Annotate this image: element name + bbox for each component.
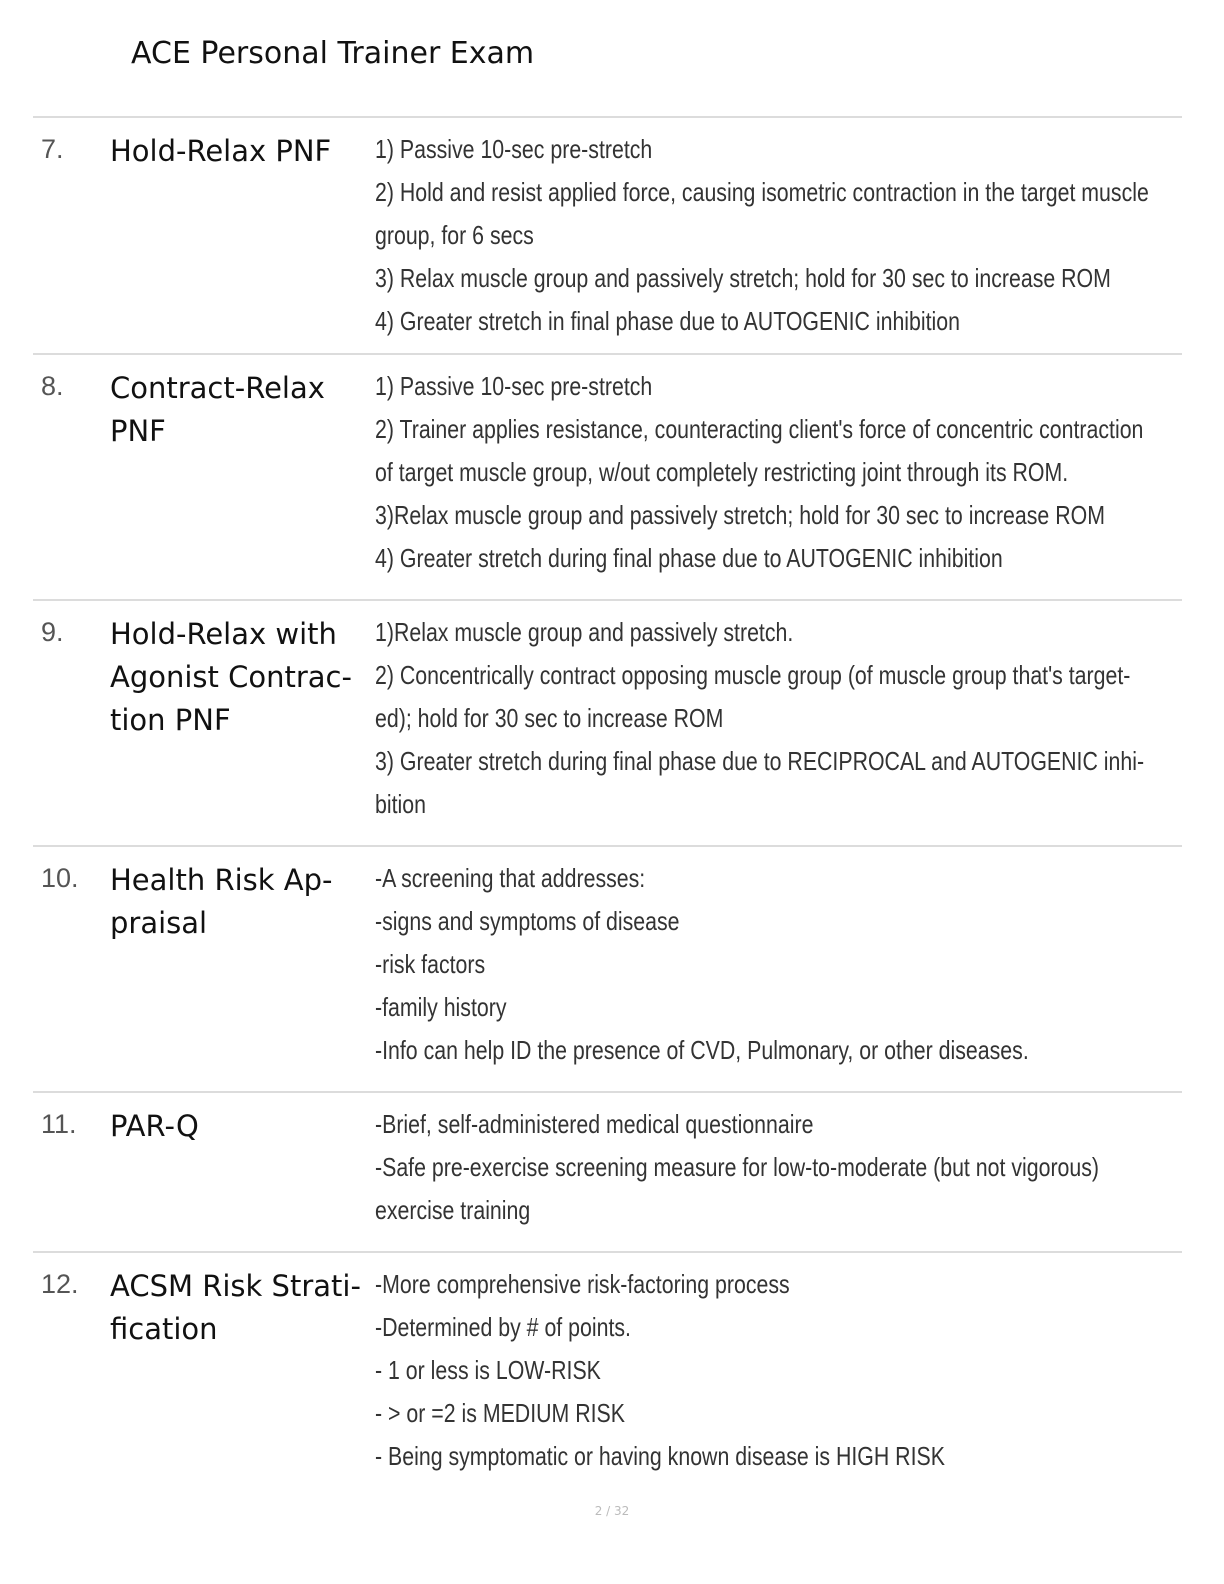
definition-line: -signs and symptoms of disease [375, 906, 680, 936]
definition-line: -family history [375, 992, 507, 1022]
card-number: 7. [41, 134, 64, 164]
definition-line: -More comprehensive risk-factoring process [375, 1269, 790, 1299]
card-definition [375, 365, 1144, 580]
definition-line: bition [375, 789, 426, 819]
flashcard-list [33, 116, 1182, 1499]
definition-line: ed); hold for 30 sec to increase ROM [375, 703, 724, 733]
flashcard-row [33, 355, 1182, 601]
card-number: 9. [41, 617, 64, 647]
definition-line: -Info can help ID the presence of CVD, Pulmonary, or other diseases. [375, 1035, 1029, 1065]
card-definition [375, 1263, 1031, 1478]
card-term: PAR-Q [110, 1109, 199, 1143]
card-term: ACSM Risk Strati- fication [110, 1269, 361, 1346]
definition-line: -Determined by # of points. [375, 1312, 631, 1342]
page-indicator: 2 / 32 [594, 1504, 630, 1518]
definition-line: 2) Hold and resist applied force, causing isometric contraction in the target muscle [375, 177, 1149, 207]
definition-line: 4) Greater stretch in final phase due to AUTOGENIC inhibition [375, 306, 961, 336]
flashcard-row [33, 1253, 1182, 1499]
card-definition [375, 857, 1031, 1072]
flashcard-row [33, 1093, 1182, 1253]
card-definition [375, 611, 1145, 826]
flashcard-row [33, 601, 1182, 847]
definition-line: group, for 6 secs [375, 220, 534, 250]
definition-line: - 1 or less is LOW-RISK [375, 1355, 601, 1385]
definition-line: 2) Concentrically contract opposing muscle group (of muscle group that's target- [375, 660, 1131, 690]
definition-line: exercise training [375, 1195, 531, 1225]
definition-line: -Brief, self-administered medical questionnaire [375, 1109, 814, 1139]
flashcard-row [33, 118, 1182, 355]
definition-line: 1) Passive 10-sec pre-stretch [375, 134, 653, 164]
card-definition [375, 1103, 1100, 1232]
definition-line: 3)Relax muscle group and passively stretch; hold for 30 sec to increase ROM [375, 500, 1105, 530]
definition-line: 1) Passive 10-sec pre-stretch [375, 371, 653, 401]
card-term: Hold-Relax with Agonist Contrac- tion PNF [110, 617, 352, 737]
definition-line: -risk factors [375, 949, 486, 979]
definition-line: of target muscle group, w/out completely restricting joint through its ROM. [375, 457, 1069, 487]
definition-line: 1)Relax muscle group and passively stretch. [375, 617, 794, 647]
definition-line: 4) Greater stretch during final phase due to AUTOGENIC inhibition [375, 543, 1003, 573]
definition-line: -A screening that addresses: [375, 863, 646, 893]
definition-line: 2) Trainer applies resistance, counteracting client's force of concentric contraction [375, 414, 1144, 444]
page-title: ACE Personal Trainer Exam [131, 36, 535, 71]
definition-line: - > or =2 is MEDIUM RISK [375, 1398, 625, 1428]
definition-line: 3) Greater stretch during final phase due to RECIPROCAL and AUTOGENIC inhi- [375, 746, 1145, 776]
card-term: Health Risk Ap- praisal [110, 863, 333, 940]
card-term: Contract-Relax PNF [110, 371, 325, 448]
card-number: 11. [41, 1109, 77, 1139]
card-definition [375, 128, 1149, 343]
card-number: 12. [41, 1269, 79, 1299]
card-number: 8. [41, 371, 64, 401]
flashcard-row [33, 847, 1182, 1093]
definition-line: 3) Relax muscle group and passively stretch; hold for 30 sec to increase ROM [375, 263, 1111, 293]
definition-line: - Being symptomatic or having known disease is HIGH RISK [375, 1441, 945, 1471]
card-term: Hold-Relax PNF [110, 134, 332, 168]
card-number: 10. [41, 863, 79, 893]
definition-line: -Safe pre-exercise screening measure for low-to-moderate (but not vigorous) [375, 1152, 1100, 1182]
